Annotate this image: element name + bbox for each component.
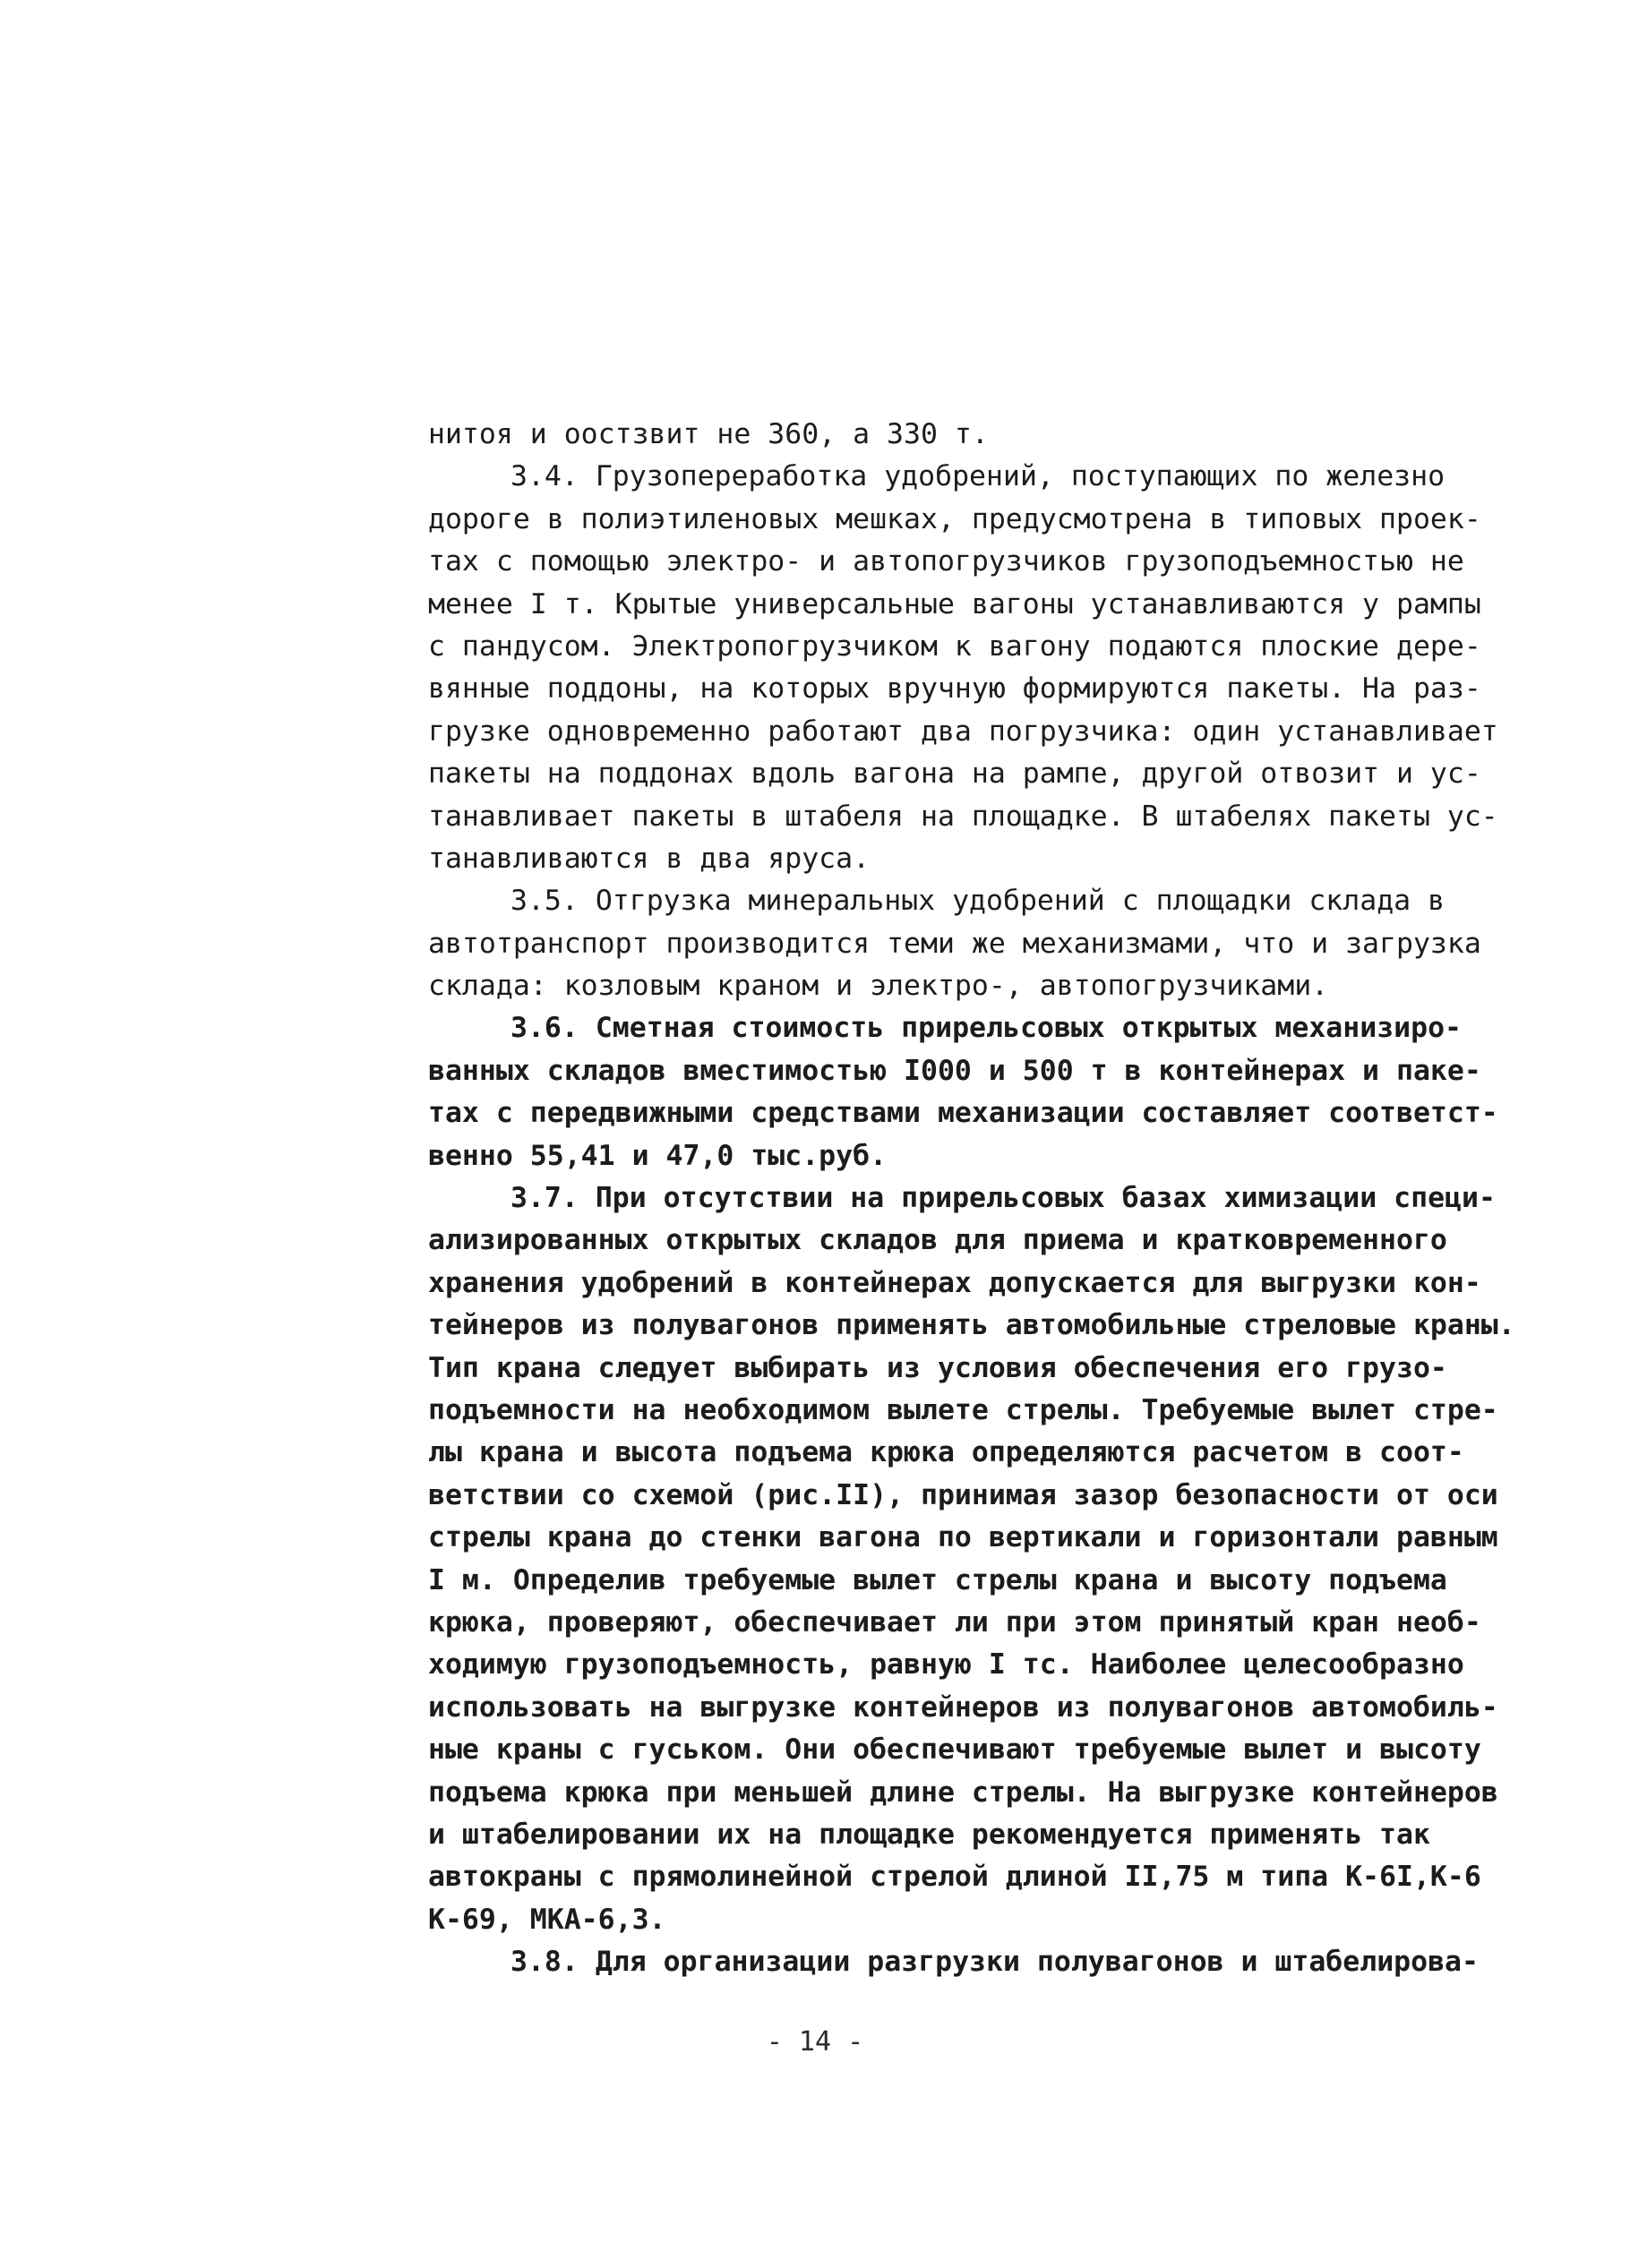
text-line: I м. Определив требуемые вылет стрелы крана и высоту подъема: [428, 1563, 1447, 1596]
text-line: пакеты на поддонах вдоль вагона на рампе, другой отвозит и ус-: [428, 757, 1481, 791]
text-line: нитоя и оостзвит не 360, а 330 т.: [428, 418, 989, 450]
page-number: - 14 -: [766, 2026, 864, 2058]
text-line: тах с передвижными средствами механизации составляет соответст-: [428, 1097, 1498, 1130]
paragraph-first-line: 3.7. При отсутствии на прирельсовых базах химизации специ-: [510, 1182, 1496, 1215]
text-line: тах с помощью электро- и автопогрузчиков грузоподъемностью не: [428, 545, 1464, 578]
text-line: автотранспорт производится теми же механизмами, что и загрузка: [428, 927, 1481, 960]
text-line: хранения удобрений в контейнерах допускается для выгрузки кон-: [428, 1266, 1481, 1299]
text-line: крюка, проверяют, обеспечивает ли при этом принятый кран необ-: [428, 1605, 1481, 1639]
text-line: грузке одновременно работают два погрузчика: один устанавливает: [428, 715, 1498, 748]
paragraph-first-line: 3.5. Отгрузка минеральных удобрений с площадки склада в: [510, 885, 1446, 918]
text-line: дороге в полиэтиленовых мешках, предусмотрена в типовых проек-: [428, 502, 1481, 535]
text-line: венно 55,41 и 47,0 тыс.руб.: [428, 1139, 888, 1172]
text-line: танавливает пакеты в штабеля на площадке. В штабелях пакеты ус-: [428, 800, 1498, 833]
text-line: менее I т. Крытые универсальные вагоны устанавливаются у рампы: [428, 587, 1481, 620]
text-line: стрелы крана до стенки вагона по вертикали и горизонтали равным: [428, 1521, 1498, 1554]
text-line: и штабелировании их на площадке рекомендуется применять так: [428, 1818, 1430, 1851]
body-text: [428, 414, 1523, 1983]
text-line: автокраны с прямолинейной стрелой длиной II,75 м типа К-6I,К-6: [428, 1861, 1481, 1894]
text-line: ные краны с гуськом. Они обеспечивают требуемые вылет и высоту: [428, 1733, 1481, 1767]
text-line: Тип крана следует выбирать из условия обеспечения его грузо-: [428, 1351, 1447, 1384]
text-line: подъемности на необходимом вылете стрелы. Требуемые вылет стре-: [428, 1393, 1498, 1426]
text-line: ванных складов вместимостью I000 и 500 т в контейнерах и паке-: [428, 1054, 1481, 1087]
text-line: вянные поддоны, на которых вручную формируются пакеты. На раз-: [428, 672, 1481, 706]
text-line: ходимую грузоподъемность, равную I тс. Наиболее целесообразно: [428, 1648, 1464, 1682]
text-line: использовать на выгрузке контейнеров из полувагонов автомобиль-: [428, 1690, 1498, 1724]
text-line: К-69, МКА-6,3.: [428, 1903, 666, 1936]
text-line: подъема крюка при меньшей длине стрелы. На выгрузке контейнеров: [428, 1776, 1498, 1809]
text-line: тейнеров из полувагонов применять автомобильные стреловые краны.: [428, 1309, 1515, 1342]
text-line: лы крана и высота подъема крюка определяются расчетом в соот-: [428, 1436, 1464, 1469]
text-line: с пандусом. Электропогрузчиком к вагону подаются плоские дере-: [428, 629, 1481, 663]
paragraph-first-line: 3.6. Сметная стоимость прирельсовых открытых механизиро-: [510, 1012, 1463, 1045]
paragraph-first-line: 3.8. Для организации разгрузки полувагонов и штабелирова-: [510, 1946, 1479, 1979]
text-line: склада: козловым краном и электро-, автопогрузчиками.: [428, 970, 1329, 1003]
paragraph-first-line: 3.4. Грузопереработка удобрений, поступающих по железно: [510, 460, 1446, 493]
text-line: ветствии со схемой (рис.II), принимая зазор безопасности от оси: [428, 1478, 1498, 1511]
text-line: ализированных открытых складов для приема и кратковременного: [428, 1224, 1447, 1257]
text-line: танавливаются в два яруса.: [428, 842, 871, 875]
